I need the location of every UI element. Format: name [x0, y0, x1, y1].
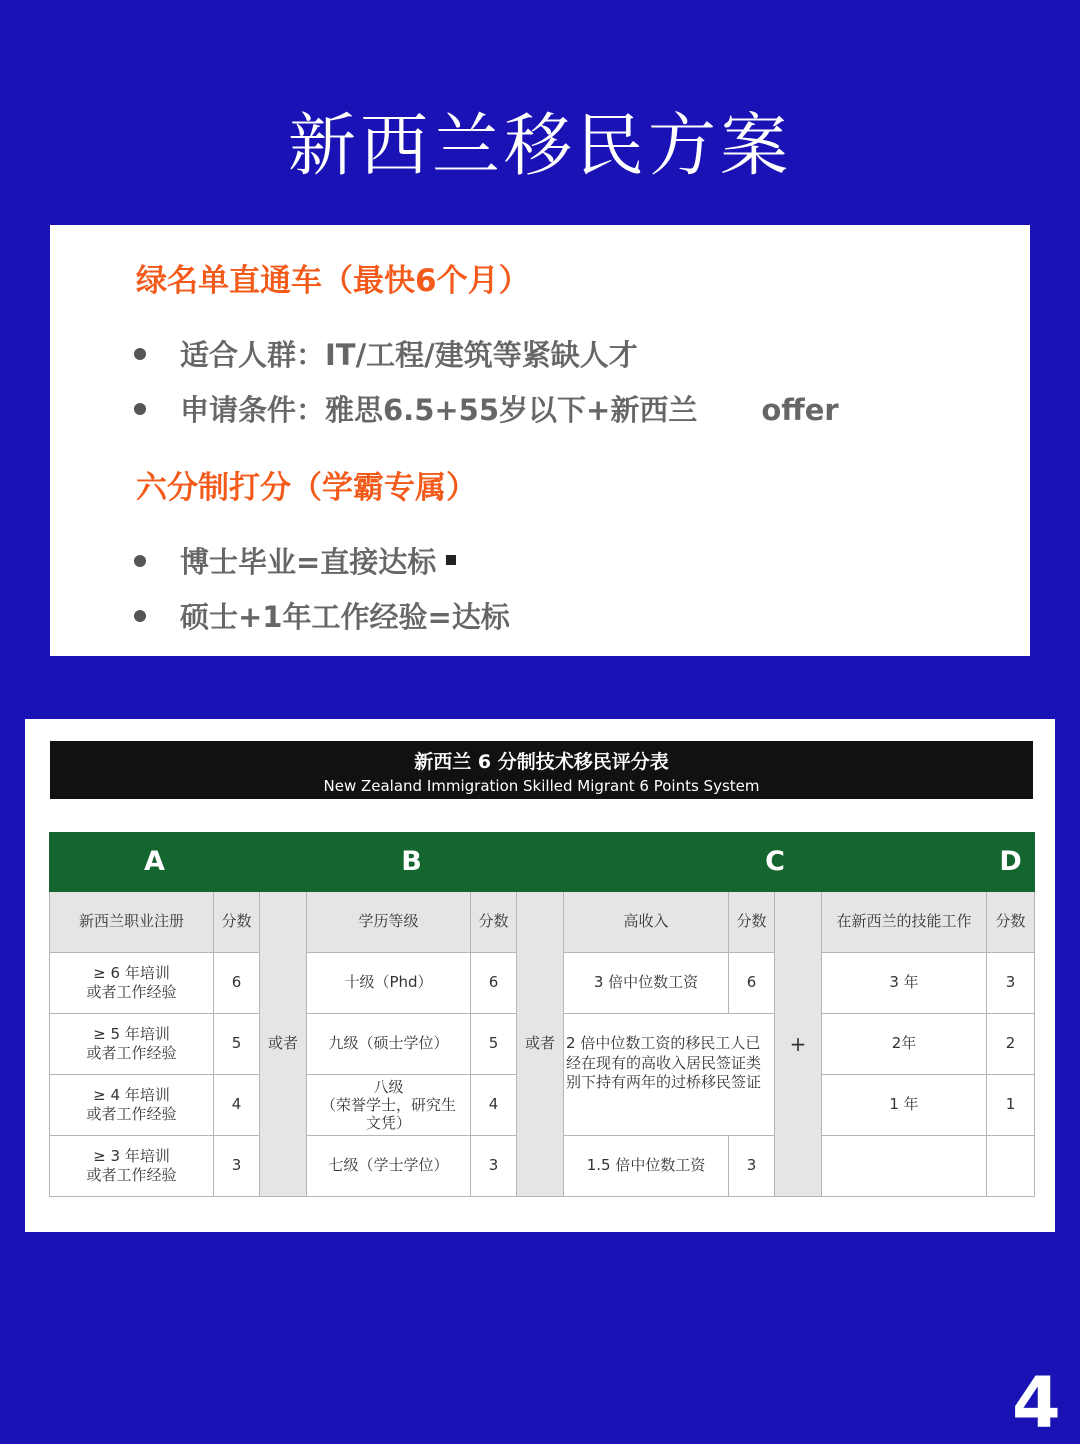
c-score: 6 — [729, 953, 775, 1014]
or-separator: 或者 — [517, 892, 564, 1197]
header-score: 分数 — [729, 892, 775, 953]
d-score: 2 — [987, 1014, 1035, 1075]
d-score-empty — [987, 1136, 1035, 1197]
c-score: 3 — [729, 1136, 775, 1197]
page-number: 4 — [1012, 1362, 1061, 1444]
bullet-text: 硕士+1年工作经验=达标 — [180, 600, 510, 634]
d-label-empty — [822, 1136, 987, 1197]
bullet-icon — [134, 403, 146, 415]
a-score: 4 — [214, 1075, 260, 1136]
header-b: 学历等级 — [307, 892, 471, 953]
bullet-text: 申请条件：雅思6.5+55岁以下+新西兰 — [180, 393, 698, 427]
d-label: 2年 — [822, 1014, 987, 1075]
category-d: D — [987, 833, 1035, 892]
a-label: ≥ 4 年培训 或者工作经验 — [50, 1075, 214, 1136]
c-label: 1.5 倍中位数工资 — [564, 1136, 729, 1197]
bullet-icon — [134, 555, 146, 567]
section-heading-green-list: 绿名单直通车（最快6个月） — [136, 263, 530, 299]
bullet-text: 博士毕业=直接达标 — [180, 545, 437, 579]
category-b: B — [260, 833, 564, 892]
bullet-icon — [134, 610, 146, 622]
or-separator: 或者 — [260, 892, 307, 1197]
table-title-en: New Zealand Immigration Skilled Migrant 6 Points System — [323, 777, 760, 795]
header-d: 在新西兰的技能工作 — [822, 892, 987, 953]
b-score: 5 — [471, 1014, 517, 1075]
category-c: C — [564, 833, 987, 892]
b-label: 七级（学士学位） — [307, 1136, 471, 1197]
c-label: 2 倍中位数工资的移民工人已经在现有的高收入居民签证类别下持有两年的过桥移民签证 — [564, 1014, 775, 1136]
b-score: 6 — [471, 953, 517, 1014]
a-label: ≥ 5 年培训 或者工作经验 — [50, 1014, 214, 1075]
a-label: ≥ 3 年培训 或者工作经验 — [50, 1136, 214, 1197]
b-label: 八级 （荣誉学士，研究生 文凭） — [307, 1075, 471, 1136]
d-label: 1 年 — [822, 1075, 987, 1136]
c-label: 3 倍中位数工资 — [564, 953, 729, 1014]
header-c: 高收入 — [564, 892, 729, 953]
header-score: 分数 — [987, 892, 1035, 953]
list-item — [134, 388, 839, 429]
list-item — [134, 595, 510, 636]
bullet-text-offer: offer — [761, 393, 839, 427]
d-label: 3 年 — [822, 953, 987, 1014]
a-label: ≥ 6 年培训 或者工作经验 — [50, 953, 214, 1014]
d-score: 3 — [987, 953, 1035, 1014]
header-score: 分数 — [471, 892, 517, 953]
category-a: A — [50, 833, 260, 892]
a-score: 6 — [214, 953, 260, 1014]
bullet-text: 适合人群：IT/工程/建筑等紧缺人才 — [180, 338, 638, 372]
table-title-zh: 新西兰 6 分制技术移民评分表 — [414, 751, 669, 773]
points-table — [49, 832, 1035, 1197]
page-title: 新西兰移民方案 — [287, 107, 792, 186]
list-item — [134, 333, 638, 374]
table-title-bar — [50, 741, 1033, 799]
b-label: 十级（Phd） — [307, 953, 471, 1014]
bullet-icon — [134, 348, 146, 360]
plus-separator: + — [775, 892, 822, 1197]
section-heading-six-points: 六分制打分（学霸专属） — [136, 470, 477, 506]
a-score: 5 — [214, 1014, 260, 1075]
header-a: 新西兰职业注册 — [50, 892, 214, 953]
header-score: 分数 — [214, 892, 260, 953]
b-score: 3 — [471, 1136, 517, 1197]
info-card — [50, 225, 1030, 656]
b-label: 九级（硕士学位） — [307, 1014, 471, 1075]
square-mark-icon — [446, 555, 456, 565]
a-score: 3 — [214, 1136, 260, 1197]
list-item — [134, 540, 456, 581]
d-score: 1 — [987, 1075, 1035, 1136]
points-table-card — [25, 719, 1055, 1232]
b-score: 4 — [471, 1075, 517, 1136]
